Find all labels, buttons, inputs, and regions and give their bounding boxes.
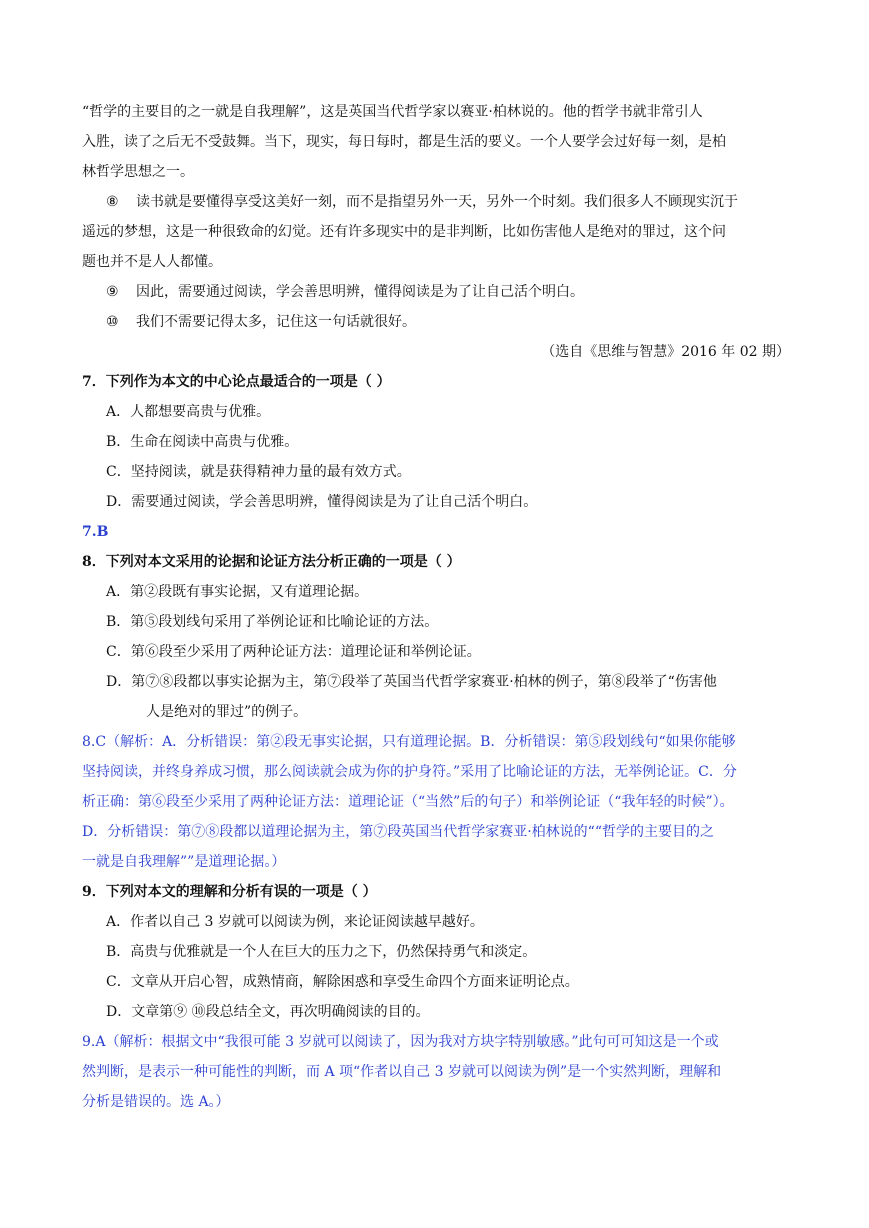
option-a: A．人都想要高贵与优雅。 (106, 404, 271, 420)
paragraph-number: ⑧ (106, 194, 119, 210)
question-stem: 7．下列作为本文的中心论点最适合的一项是（ ） (82, 374, 391, 390)
option-c: C．文章从开启心智，成熟情商，解除困惑和享受生命四个方面来证明论点。 (106, 974, 579, 990)
option-b: B．第⑤段划线句采用了举例论证和比喻论证的方法。 (106, 614, 439, 630)
text-span: 因此，需要通过阅读，学会善思明辨，懂得阅读是为了让自己活个明白。 (136, 284, 584, 300)
text-span: 读书就是要懂得享受这美好一刻，而不是指望另外一天，另外一个时刻。我们很多人不顾现实沉于 (136, 194, 738, 210)
answer-line: 分析是错误的。选 A。） (82, 1094, 230, 1110)
answer-line: 一就是自我理解””是道理论据。） (82, 854, 286, 870)
text-line (82, 277, 790, 307)
question-stem: 8．下列对本文采用的论据和论证方法分析正确的一项是（ ） (82, 554, 461, 570)
answer-explanation (82, 1027, 790, 1117)
answer-line: D．分析错误：第⑦⑧段都以道理论据为主，第⑦段英国当代哲学家赛亚·柏林说的““哲学的主要目的之 (82, 824, 714, 840)
source-citation: （选自《思维与智慧》2016 年 02 期） (541, 344, 790, 360)
text-line (82, 187, 790, 217)
option-d: D．文章第⑨ ⑩段总结全文，再次明确阅读的目的。 (106, 1004, 430, 1020)
text-line: 题也并不是人人都懂。 (82, 254, 222, 270)
text-line (82, 307, 790, 337)
answer-line: 析正确：第⑥段至少采用了两种论证方法：道理论证（“当然”后的句子）和举例论证（“我年轻的时候”）。 (82, 794, 734, 810)
paragraph-10 (82, 307, 790, 337)
paragraph-9 (82, 277, 790, 307)
answer-explanation (82, 727, 790, 877)
text-line: 遥远的梦想，这是一种很致命的幻觉。还有许多现实中的是非判断，比如伤害他人是绝对的罪过，这个问 (82, 224, 726, 240)
option-d: D．需要通过阅读，学会善思明辨，懂得阅读是为了让自己活个明白。 (106, 494, 538, 510)
question-8 (82, 547, 790, 877)
option-d: D．第⑦⑧段都以事实论据为主，第⑦段举了英国当代哲学家赛亚·柏林的例子，第⑧段举了“伤害他 (106, 674, 717, 690)
option-d-continuation: 人是绝对的罪过”的例子。 (146, 704, 308, 720)
paragraph-8 (82, 187, 790, 277)
answer-line: 然判断，是表示一种可能性的判断，而 A 项“作者以自己 3 岁就可以阅读为例”是一个实然判断，理解和 (82, 1064, 722, 1080)
answer: 7.B (82, 524, 109, 540)
answer-line: 坚持阅读，并终身养成习惯，那么阅读就会成为你的护身符。”采用了比喻论证的方法，无举例论证。C．分 (82, 764, 737, 780)
option-c: C．第⑥段至少采用了两种论证方法：道理论证和举例论证。 (106, 644, 481, 660)
option-a: A．作者以自己 3 岁就可以阅读为例，来论证阅读越早越好。 (106, 914, 484, 930)
option-c: C．坚持阅读，就是获得精神力量的最有效方式。 (106, 464, 411, 480)
answer-line: 8.C（解析：A．分析错误：第②段无事实论据，只有道理论据。B．分析错误：第⑤段划线句“如果你能够 (82, 734, 736, 750)
option-b: B．高贵与优雅就是一个人在巨大的压力之下，仍然保持勇气和淡定。 (106, 944, 537, 960)
text-line: 入胜，读了之后无不受鼓舞。当下，现实，每日每时，都是生活的要义。一个人要学会过好每一刻，是柏 (82, 134, 726, 150)
text-line: 林哲学思想之一。 (82, 164, 194, 180)
question-9 (82, 877, 790, 1117)
answer-line: 9.A（解析：根据文中“我很可能 3 岁就可以阅读了，因为我对方块字特别敏感。”此句可可知这是一个或 (82, 1034, 719, 1050)
document-content (82, 97, 790, 1117)
option-a: A．第②段既有事实论据，又有道理论据。 (106, 584, 369, 600)
question-7 (82, 367, 790, 547)
text-line: “哲学的主要目的之一就是自我理解”，这是英国当代哲学家以赛亚·柏林说的。他的哲学书就非常引人 (82, 104, 703, 120)
text-span: 我们不需要记得太多，记住这一句话就很好。 (136, 314, 416, 330)
paragraph-number: ⑨ (106, 284, 119, 300)
option-b: B．生命在阅读中高贵与优雅。 (106, 434, 299, 450)
paragraph-continuation (82, 97, 790, 187)
question-stem: 9．下列对本文的理解和分析有误的一项是（ ） (82, 884, 377, 900)
paragraph-number: ⑩ (106, 314, 119, 330)
